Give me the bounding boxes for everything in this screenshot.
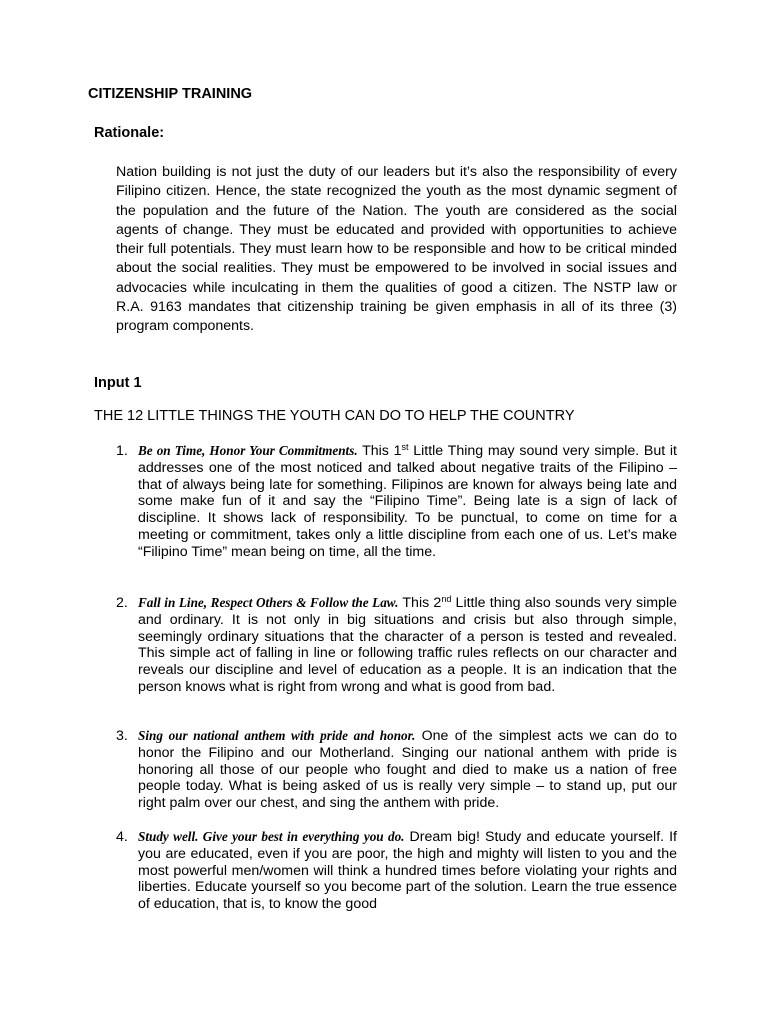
list-item-number: 1. bbox=[116, 443, 128, 459]
list-item-number: 4. bbox=[116, 829, 128, 845]
list-item-number: 3. bbox=[116, 728, 128, 744]
list-item-lead: Sing our national anthem with pride and honor. bbox=[138, 728, 416, 743]
list-item-3 bbox=[116, 728, 677, 812]
rationale-paragraph: Nation building is not just the duty of our leaders but it’s also the responsibility of every Filipino citizen. Hence, the state recognized the youth as the most dynamic segment of the population and the future of the Nation. The youth are considered as the social agents of change. They must be educated and provided with opportunities to achieve their full potentials. They must learn how to be responsible and how to be critical minded about the social realities. They must be empowered to be involved in social issues and advocacies while inculcating in them the qualities of good a citizen. The NSTP law or R.A. 9163 mandates that citizenship training be given emphasis in all of its three (3) program components. bbox=[116, 164, 677, 335]
list-item-text-before: One of the simplest acts we can do to honor the Filipino and our Motherland. Singing our national anthem with pride is honoring all those of our people who fought and died to make us a nation of free people today. What is being asked of us is really very simple – to stand up, put our right palm over our chest, and sing the anthem with pride. bbox=[138, 728, 677, 812]
list-item-lead: Be on Time, Honor Your Commitments. bbox=[138, 443, 358, 458]
list-item-number: 2. bbox=[116, 595, 128, 611]
list-item-ordinal: nd bbox=[441, 594, 452, 604]
list-item-lead: Study well. Give your best in everything you do. bbox=[138, 829, 405, 844]
list-item-text-before: This 2 bbox=[398, 595, 442, 611]
list-item-4 bbox=[116, 829, 677, 913]
list-item-1 bbox=[116, 443, 677, 561]
list-item-text bbox=[138, 595, 677, 696]
list-item-text-before: This 1 bbox=[357, 443, 402, 459]
list-item-text-after: Little thing also sounds very simple and ordinary. It is not only in big situations and crisis but also through simple, seemingly ordinary situations that the character of a person is tested and revealed. This simple act of falling in line or following traffic rules reflects on our character and reveals our discipline and level of education as a people. It is an indication that the person knows what is right from wrong and what is good from bad. bbox=[138, 595, 677, 695]
document-title: CITIZENSHIP TRAINING bbox=[88, 86, 253, 102]
section-heading: THE 12 LITTLE THINGS THE YOUTH CAN DO TO HELP THE COUNTRY bbox=[94, 408, 575, 424]
list-item-lead: Fall in Line, Respect Others & Follow the Law. bbox=[138, 595, 399, 610]
list-item-text-after: Little Thing may sound very simple. But it addresses one of the most noticed and talked about negative traits of the Filipino – that of always being late for something. Filipinos are known for always being late and some make fun of it and say the “Filipino Time”. Being late is a sign of lack of discipline. It shows lack of responsibility. To be punctual, to come on time for a meeting or commitment, takes only a little discipline from each one of us. Let’s make “Filipino Time” mean being on time, all the time. bbox=[138, 443, 677, 560]
list-item-2 bbox=[116, 595, 677, 696]
input-heading: Input 1 bbox=[94, 375, 142, 391]
list-item-text bbox=[138, 829, 677, 913]
list-item-ordinal: st bbox=[401, 442, 409, 452]
list-item-text bbox=[138, 443, 677, 561]
list-item-text bbox=[138, 728, 677, 812]
rationale-heading: Rationale: bbox=[94, 125, 165, 141]
list-item-text-before: Dream big! Study and educate yourself. If you are educated, even if you are poor, the high and mighty will listen to you and the most powerful men/women will think a hundred times before violating your rights and liberties. Educate yourself so you become part of the solution. Learn the true essence of education, that is, to know the good bbox=[138, 829, 677, 913]
